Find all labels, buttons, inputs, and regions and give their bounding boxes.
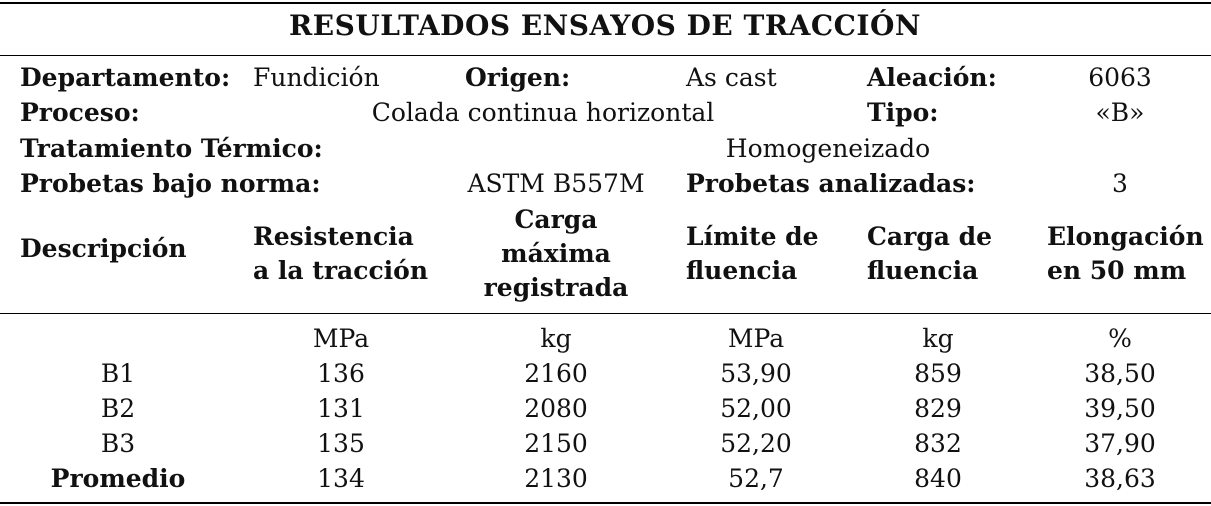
cell-promedio-carga-fluencia: 840: [914, 464, 962, 493]
header-elongacion-line1: Elongación: [1047, 222, 1204, 251]
proceso-value: Colada continua horizontal: [371, 98, 715, 127]
header-carga-max-line2: máxima: [501, 239, 611, 268]
bottom-rule: [0, 502, 1211, 504]
tratamiento-label: Tratamiento Térmico:: [20, 134, 323, 163]
header-rule: [0, 313, 1211, 314]
departamento-label: Departamento:: [20, 63, 231, 92]
header-limite-line2: fluencia: [686, 256, 798, 285]
unit-limite: MPa: [727, 324, 785, 353]
top-rule: [0, 2, 1211, 4]
cell-b3-limite: 52,20: [720, 429, 792, 458]
tratamiento-value: Homogeneizado: [725, 134, 931, 163]
cell-b3-resistencia: 135: [317, 429, 365, 458]
header-limite-line1: Límite de: [686, 222, 819, 251]
row-label-b2: B2: [100, 394, 136, 423]
cell-promedio-limite: 52,7: [728, 464, 784, 493]
cell-b2-elongacion: 39,50: [1084, 394, 1156, 423]
cell-b2-limite: 52,00: [720, 394, 792, 423]
row-label-b1: B1: [100, 359, 136, 388]
page-title: RESULTADOS ENSAYOS DE TRACCIÓN: [288, 9, 922, 42]
tipo-value: «B»: [1095, 98, 1145, 127]
header-descripcion: Descripción: [20, 234, 187, 263]
header-carga-max-line3: registrada: [483, 273, 629, 302]
header-resistencia-line2: a la tracción: [253, 256, 429, 285]
cell-b3-elongacion: 37,90: [1084, 429, 1156, 458]
cell-promedio-elongacion: 38,63: [1084, 464, 1156, 493]
header-carga-fluencia-line2: fluencia: [867, 256, 979, 285]
cell-b2-carga-max: 2080: [524, 394, 588, 423]
aleacion-label: Aleación:: [867, 63, 997, 92]
cell-b3-carga-max: 2150: [524, 429, 588, 458]
cell-promedio-carga-max: 2130: [524, 464, 588, 493]
unit-elongacion: %: [1108, 324, 1132, 353]
header-elongacion-line2: en 50 mm: [1047, 256, 1187, 285]
cell-b3-carga-fluencia: 832: [914, 429, 962, 458]
header-carga-max-line1: Carga: [514, 205, 598, 234]
header-carga-fluencia-line1: Carga de: [867, 222, 993, 251]
cell-promedio-resistencia: 134: [317, 464, 365, 493]
analizadas-value: 3: [1112, 169, 1128, 198]
norma-value: ASTM B557M: [467, 169, 645, 198]
cell-b2-carga-fluencia: 829: [914, 394, 962, 423]
cell-b2-resistencia: 131: [317, 394, 365, 423]
cell-b1-carga-fluencia: 859: [914, 359, 962, 388]
origen-label: Origen:: [465, 63, 571, 92]
origen-value: As cast: [686, 63, 777, 92]
cell-b1-elongacion: 38,50: [1084, 359, 1156, 388]
tipo-label: Tipo:: [867, 98, 939, 127]
row-label-promedio: Promedio: [50, 464, 186, 493]
title-rule: [0, 55, 1211, 56]
aleacion-value: 6063: [1088, 63, 1152, 92]
unit-carga-max: kg: [540, 324, 572, 353]
norma-label: Probetas bajo norma:: [20, 169, 321, 198]
row-label-b3: B3: [100, 429, 136, 458]
header-resistencia-line1: Resistencia: [253, 222, 414, 251]
departamento-value: Fundición: [253, 63, 380, 92]
cell-b1-carga-max: 2160: [524, 359, 588, 388]
cell-b1-resistencia: 136: [317, 359, 365, 388]
unit-carga-fluencia: kg: [922, 324, 954, 353]
analizadas-label: Probetas analizadas:: [686, 169, 976, 198]
cell-b1-limite: 53,90: [720, 359, 792, 388]
unit-resistencia: MPa: [312, 324, 370, 353]
proceso-label: Proceso:: [20, 98, 140, 127]
